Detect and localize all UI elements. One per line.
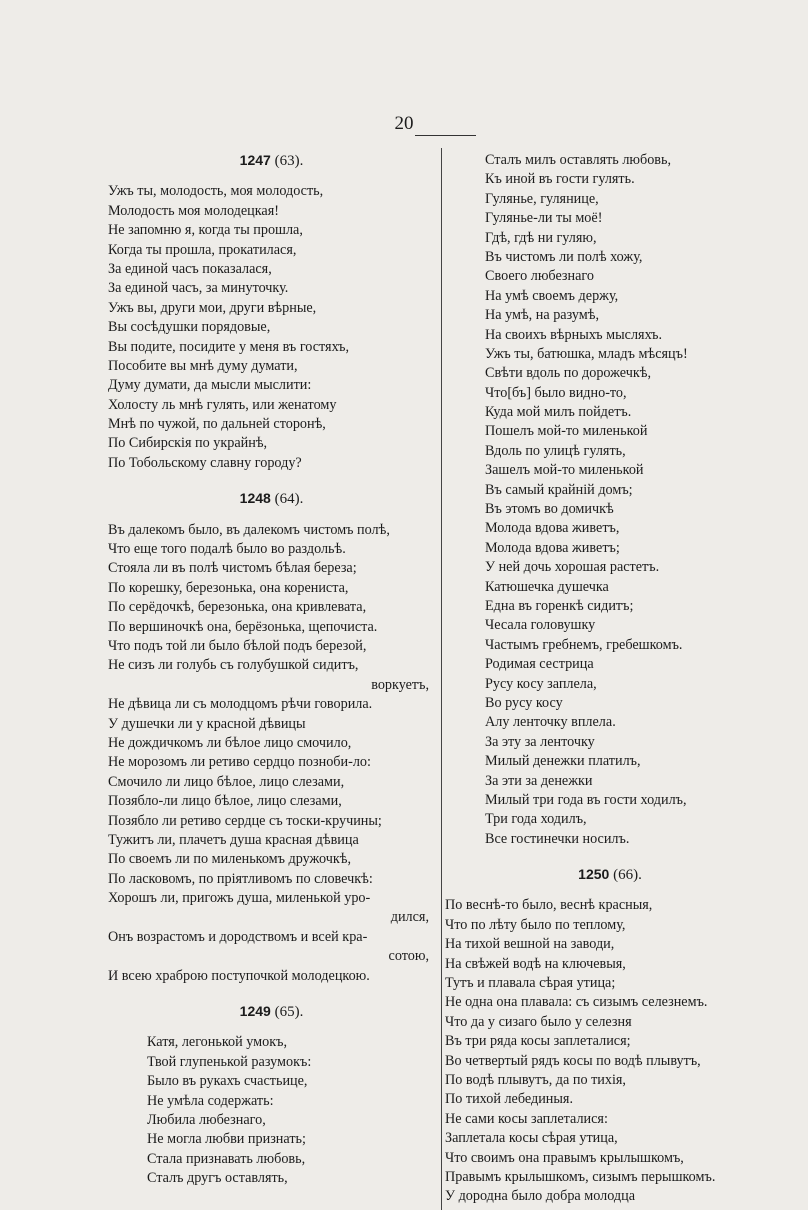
poem-line: Частымъ гребнемъ, гребешкомъ. [485,636,683,653]
poem-line: Твой глупенькой разумокъ: [147,1053,312,1070]
poem-line: По тихой лебединыя. [445,1091,573,1108]
poem-line: Пошелъ мой‑то миленькой [485,423,648,440]
poem-line: Зашелъ мой‑то миленькой [485,462,644,479]
poem-line: Хорошъ ли, пригожъ душа, миленькой уро‑ [108,890,371,907]
poem-line: Молода вдова живетъ; [485,539,620,556]
poem-line: Что[бъ] было видно‑то, [485,384,627,401]
poem-subnumber: (66). [609,867,642,884]
poem-line: Во четвертый рядъ косы по водѣ плывутъ, [445,1052,701,1069]
poem-line: Любила любезнаго, [147,1111,266,1128]
poem-line: дился, [390,909,429,926]
poem-line: На свѣжей водѣ на ключевыя, [445,955,626,972]
poem-heading [445,865,775,884]
poem-line: На умѣ своемъ держу, [485,287,619,304]
poem-line: Милый денежки платилъ, [485,753,641,770]
poem-subnumber: (65). [270,1004,304,1021]
poem-line: Не могла любви признать; [147,1131,306,1148]
poem-line: Что своимъ она правымъ крылышкомъ, [445,1149,684,1166]
column-divider [441,148,442,1210]
poem-line: Во русу косу [485,694,563,711]
poem-line: По вершиночкѣ она, берёзонька, щепочиста. [108,618,378,635]
poem-heading [108,151,435,170]
poem-line: Стояла ли въ полѣ чистомъ бѣлая береза; [108,560,357,577]
poem-number: 1247 [239,152,271,168]
header-rule [415,135,476,136]
poem-line: Правымъ крылышкомъ, сизымъ перышкомъ. [445,1168,716,1185]
poem-line: Что еще того подалѣ было во раздольѣ. [108,541,346,558]
poem-line: Въ далекомъ было, въ далекомъ чистомъ полѣ, [108,521,390,538]
poem-line: Онъ возрастомъ и дородствомъ и всей кра‑ [108,928,368,945]
poem-line: Не запомню я, когда ты прошла, [108,222,303,239]
poem-line: У ней дочь хорошая растетъ. [485,559,660,576]
poem-line: Три года ходилъ, [485,811,587,828]
poem-line: Сталъ милъ оставлять любовь, [485,152,672,168]
poem-body [108,521,435,986]
poem-line: По Тобольскому славну городу? [108,454,302,471]
poem-line: По веснѣ‑то было, веснѣ красныя, [445,897,653,914]
poem-line: Вдоль по улицѣ гулять, [485,442,626,459]
poem-line: Заплетала косы сѣрая утица, [445,1130,618,1147]
poem-line: У дородна было добра молодца [445,1188,636,1205]
poem-line: За единой часъ показалася, [108,260,272,277]
poem-line: Молода вдова живетъ, [485,520,620,537]
poem-line: Не сизъ ли голубь съ голубушкой сидитъ, [108,657,359,674]
poem-line: По серёдочкѣ, березонька, она кривлевата, [108,599,367,616]
poem-line: Не морозомъ ли ретиво сердцо позноби‑ло: [108,754,371,771]
poem-line: Смочило ли лицо бѣлое, лицо слезами, [108,773,345,790]
poem-number: 1248 [239,490,271,507]
poem-line: Мнѣ по чужой, по дальней сторонѣ, [108,416,326,433]
poem-subnumber: (63). [270,153,304,169]
poem-line: Тутъ и плавала сѣрая утица; [445,975,616,992]
poem-line: У душечки ли у красной дѣвицы [108,715,306,732]
poem-line: Позябло‑ли лицо бѣлое, лицо слезами, [108,793,342,810]
poem-line: Гдѣ, гдѣ ни гуляю, [485,229,597,246]
poem-line: На умѣ, на разумѣ, [485,307,600,324]
poem-line: Думу думати, да мысли мыслити: [108,377,312,394]
poem-line: Ужъ вы, други мои, други вѣрные, [108,299,317,316]
poem-line: Катя, легонькой умокъ, [147,1034,287,1051]
poem-line: По водѣ плывутъ, да по тихія, [445,1071,626,1088]
poem-line: По ласковомъ, по пріятливомъ по словечкѣ: [108,870,373,887]
poem-line: Не дѣвица ли съ молодцомъ рѣчи говорила. [108,696,373,713]
poem-line: Милый три года въ гости ходилъ, [485,791,687,808]
page-number: 20 [394,113,414,134]
poem-line: Не сами косы заплеталися: [445,1110,608,1127]
poem-line: Ужъ ты, молодость, моя молодость, [108,183,324,200]
poem-line: Въ чистомъ ли полѣ хожу, [485,248,643,265]
poem-line: Было въ рукахъ счастьице, [147,1073,308,1090]
poem-line: Русу косу заплела, [485,675,597,692]
poem-line: Гулянье‑ли ты моё! [485,210,603,227]
poem-line: И всею храброю поступочкой молодецкою. [108,967,370,984]
poem-line: Холосту ль мнѣ гулять, или женатому [108,396,337,413]
poem-line: Алу ленточку вплела. [485,714,616,731]
poem-line: Въ самый крайній домъ; [485,481,633,498]
poem-line: Катюшечка душечка [485,578,609,595]
poem-line: Една въ горенкѣ сидитъ; [485,597,634,614]
poem-line: За единой часъ, за минуточку. [108,280,289,297]
poem-line: сотою, [388,948,429,965]
poem-line: Что по лѣту было по теплому, [445,916,626,933]
poem-line: Чесала головушку [485,617,596,634]
poem-line: За эти за денежки [485,772,593,789]
poem-line: Что подъ той ли было бѣлой подъ березой, [108,637,367,654]
poem-line: По Сибирскія по украйнѣ, [108,435,268,452]
poem-continuation [445,151,775,849]
poem-line: Вы подите, посидите у меня въ гостяхъ, [108,338,349,355]
poem-line: Ужъ ты, батюшка, младъ мѣсяцъ! [485,345,688,362]
poem-body [108,1033,435,1188]
poem-line: Стала признавать любовь, [147,1150,306,1167]
poem-number: 1249 [239,1003,271,1020]
poem-line: Молодость моя молодецкая! [108,202,279,219]
poem-line: По своемъ ли по миленькомъ дружочкѣ, [108,851,352,868]
poem-line: По корешку, березонька, она корениста, [108,579,349,596]
poem-line: Куда мой милъ пойдетъ. [485,404,632,421]
poem-line: На своихъ вѣрныхъ мысляхъ. [485,326,663,343]
poem-line: Позябло ли ретиво сердце съ тоски‑кручины; [108,812,382,829]
poem-line: Въ этомъ во домичкѣ [485,501,614,518]
left-column [108,151,435,1189]
poem-line: воркуетъ, [371,676,429,693]
poem-heading [108,489,435,508]
poem-line: Къ иной въ гости гулять. [485,171,635,188]
poem-subnumber: (64). [270,491,304,508]
right-column [445,151,775,1207]
poem-line: Когда ты прошла, прокатилася, [108,241,297,258]
poem-line: Гулянье, гулянице, [485,190,599,207]
poem-number: 1250 [578,866,610,883]
poem-line: Въ три ряда косы заплеталися; [445,1033,631,1050]
poem-line: Вы сосѣдушки порядовые, [108,319,271,336]
poem-line: Своего любезнаго [485,268,594,285]
poem-heading [108,1002,435,1021]
poem-line: За эту за ленточку [485,733,595,750]
poem-line: Что да у сизаго было у селезня [445,1013,632,1030]
poem-line: Сталъ другъ оставлять, [147,1170,288,1187]
poem-line: На тихой вешной на заводи, [445,936,615,953]
poem-body [108,182,435,473]
poem-line: Все гостинечки носилъ. [485,830,630,847]
poem-line: Свѣти вдоль по дорожечкѣ, [485,365,651,382]
poem-line: Пособите вы мнѣ думу думати, [108,357,298,374]
poem-body [445,896,775,1206]
poem-line: Родимая сестрица [485,656,594,673]
poem-line: Не дождичкомъ ли бѣлое лицо смочило, [108,734,352,751]
poem-line: Тужитъ ли, плачетъ душа красная дѣвица [108,831,359,848]
poem-line: Не одна она плавала: съ сизымъ селезнемъ. [445,994,708,1011]
poem-line: Не умѣла содержать: [147,1092,274,1109]
